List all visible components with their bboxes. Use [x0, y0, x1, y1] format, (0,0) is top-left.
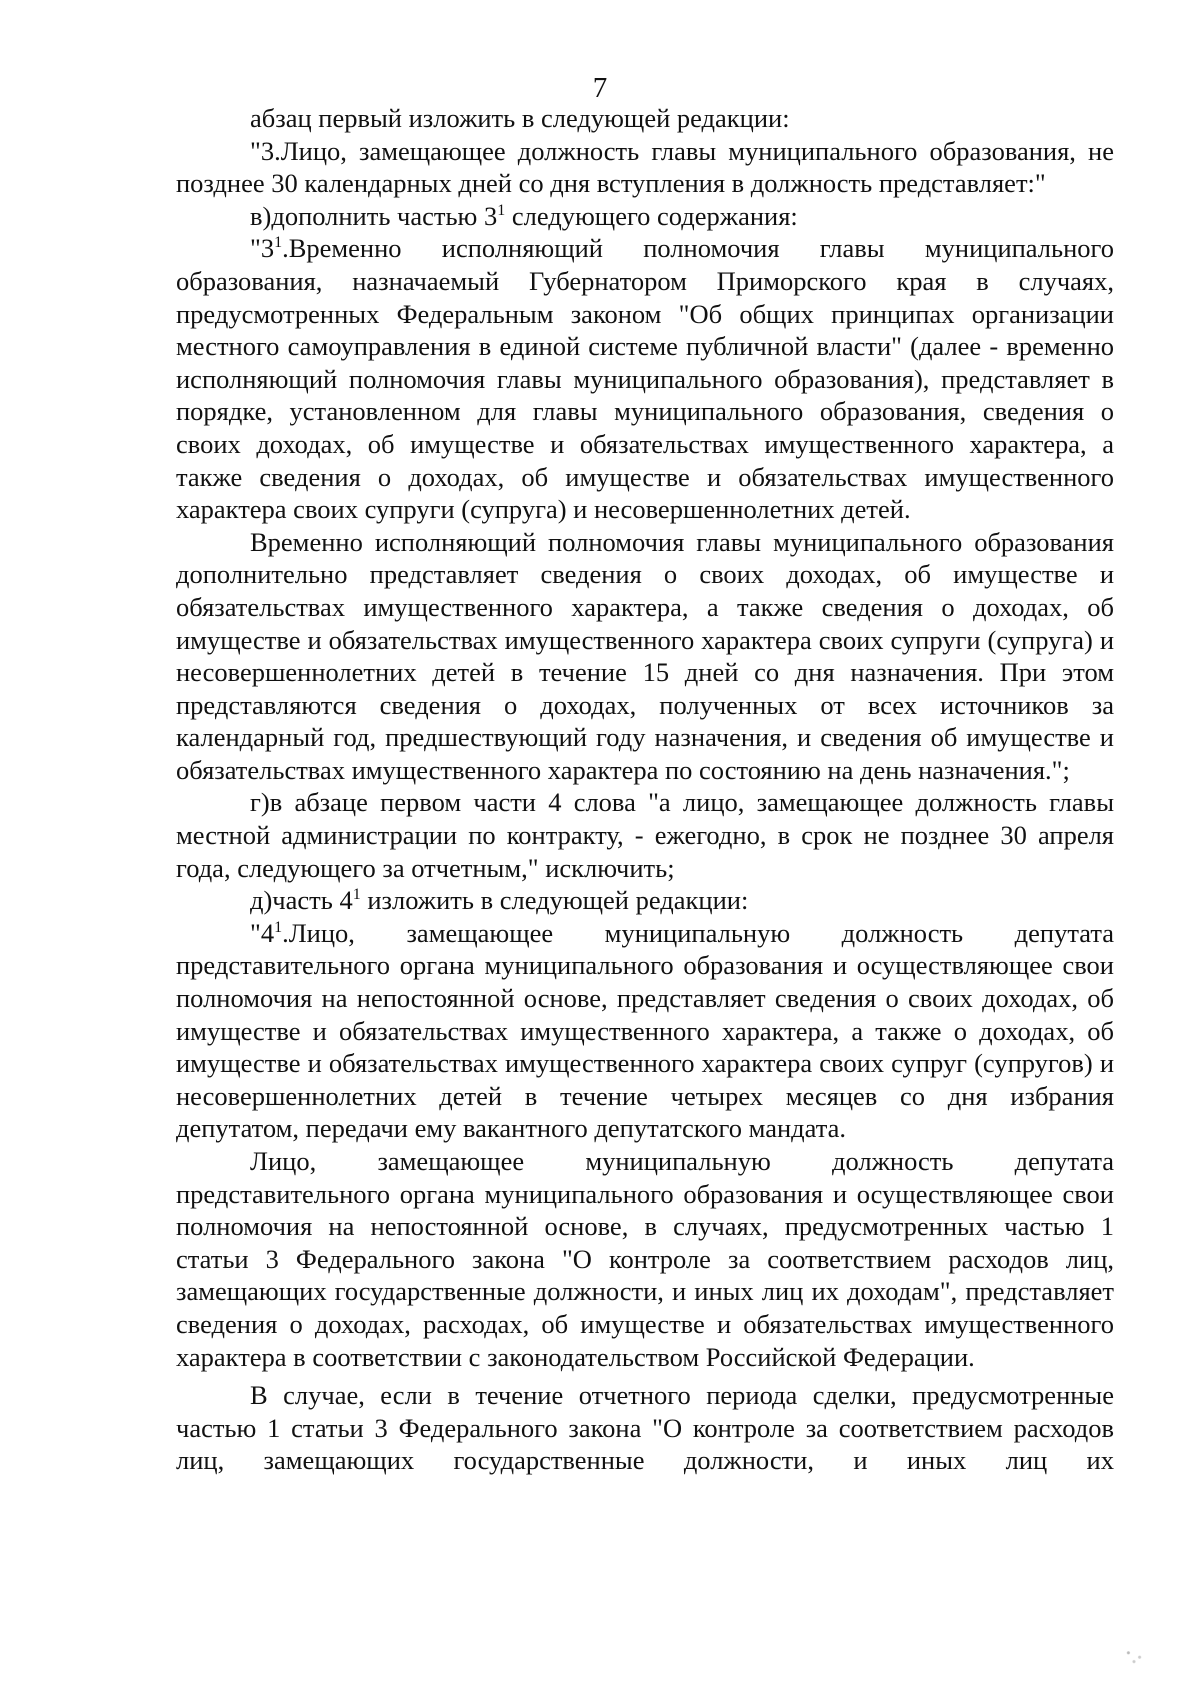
scan-speck [1120, 1644, 1148, 1666]
paragraph-item-d [176, 884, 1114, 917]
text-run: в)дополнить частью 3 [250, 200, 498, 231]
page-number: 7 [592, 72, 608, 104]
paragraph-item-g: г)в абзаце первом части 4 слова "а лицо, замещающее должность главы местной администрации по контракту, - ежегодно, в срок не позднее 30 апреля года, следующего за отчетным," исключить; [176, 787, 1114, 883]
text-run: следующего содержания: [505, 200, 798, 231]
superscript: 1 [274, 918, 283, 936]
document-body [176, 102, 1114, 1477]
paragraph-clause-3: "3.Лицо, замещающее должность главы муниципального образования, не позднее 30 календарных дней со дня вступления в должность представляет:" [176, 135, 1114, 199]
paragraph-deputy: Лицо, замещающее муниципальную должность депутата представительного органа муниципального образования и осуществляющее свои полномочия на непостоянной основе, в случаях, предусмотренных частью 1 статьи 3 Федерального закона "О контроле за соответствием расходов лиц, замещающих государственные должности, и иных лиц их доходам", представляет сведения о доходах, расходах, об имуществе и обязательствах имущественного характера в соответствии с законодательством Российской Федерации. [176, 1146, 1114, 1372]
paragraph-transactions: В случае, если в течение отчетного периода сделки, предусмотренные частью 1 статьи 3 Федерального закона "О контроле за соответствием расходов лиц, замещающих государственные должности, и иных лиц их [176, 1380, 1114, 1476]
text-run: "3 [250, 233, 275, 264]
text-run: .Временно исполняющий полномочия главы муниципального образования, назначаемый Губернатором Приморского края в случаях, предусмотренных Федеральным законом "Об общих принципах организации местного самоуправления в единой системе публичной власти" (далее - временно исполняющий полномочия главы муниципального образования), представляет в порядке, установленном для главы муниципального образования, сведения о своих доходах, об имуществе и обязательствах имущественного характера, а также сведения о доходах, об имуществе и обязательствах имущественного характера своих супруги (супруга) и несовершеннолетних детей. [176, 233, 1114, 525]
superscript: 1 [352, 886, 361, 904]
paragraph-acting-head: Временно исполняющий полномочия главы муниципального образования дополнительно представляет сведения о своих доходах, об имуществе и обязательствах имущественного характера, а также сведения о доходах, об имуществе и обязательствах имущественного характера своих супруги (супруга) и несовершеннолетних детей в течение 15 дней со дня назначения. При этом представляются сведения о доходах, полученных от всех источников за календарный год, предшествующий году назначения, и сведения об имуществе и обязательствах имущественного характера по состоянию на день назначения."; [176, 526, 1114, 785]
text-run: "4 [250, 917, 275, 948]
paragraph-intro: абзац первый изложить в следующей редакции: [250, 103, 790, 133]
paragraph-item-v [176, 200, 1114, 233]
paragraph-clause-3-1 [176, 232, 1114, 525]
text-run: .Лицо, замещающее муниципальную должность депутата представительного органа муниципального образования и осуществляющее свои полномочия на непостоянной основе, представляет сведения о своих доходах, об имуществе и обязательствах имущественного характера, а также о доходах, об имуществе и обязательствах имущественного характера своих супруг (супругов) и несовершеннолетних детей в течение четырех месяцев со дня избрания депутатом, передачи ему вакантного депутатского мандата. [176, 917, 1114, 1144]
paragraph-clause-4-1 [176, 917, 1114, 1145]
text-run: д)часть 4 [250, 885, 353, 916]
superscript: 1 [497, 201, 506, 219]
superscript: 1 [274, 234, 283, 252]
text-run: изложить в следующей редакции: [360, 885, 749, 916]
